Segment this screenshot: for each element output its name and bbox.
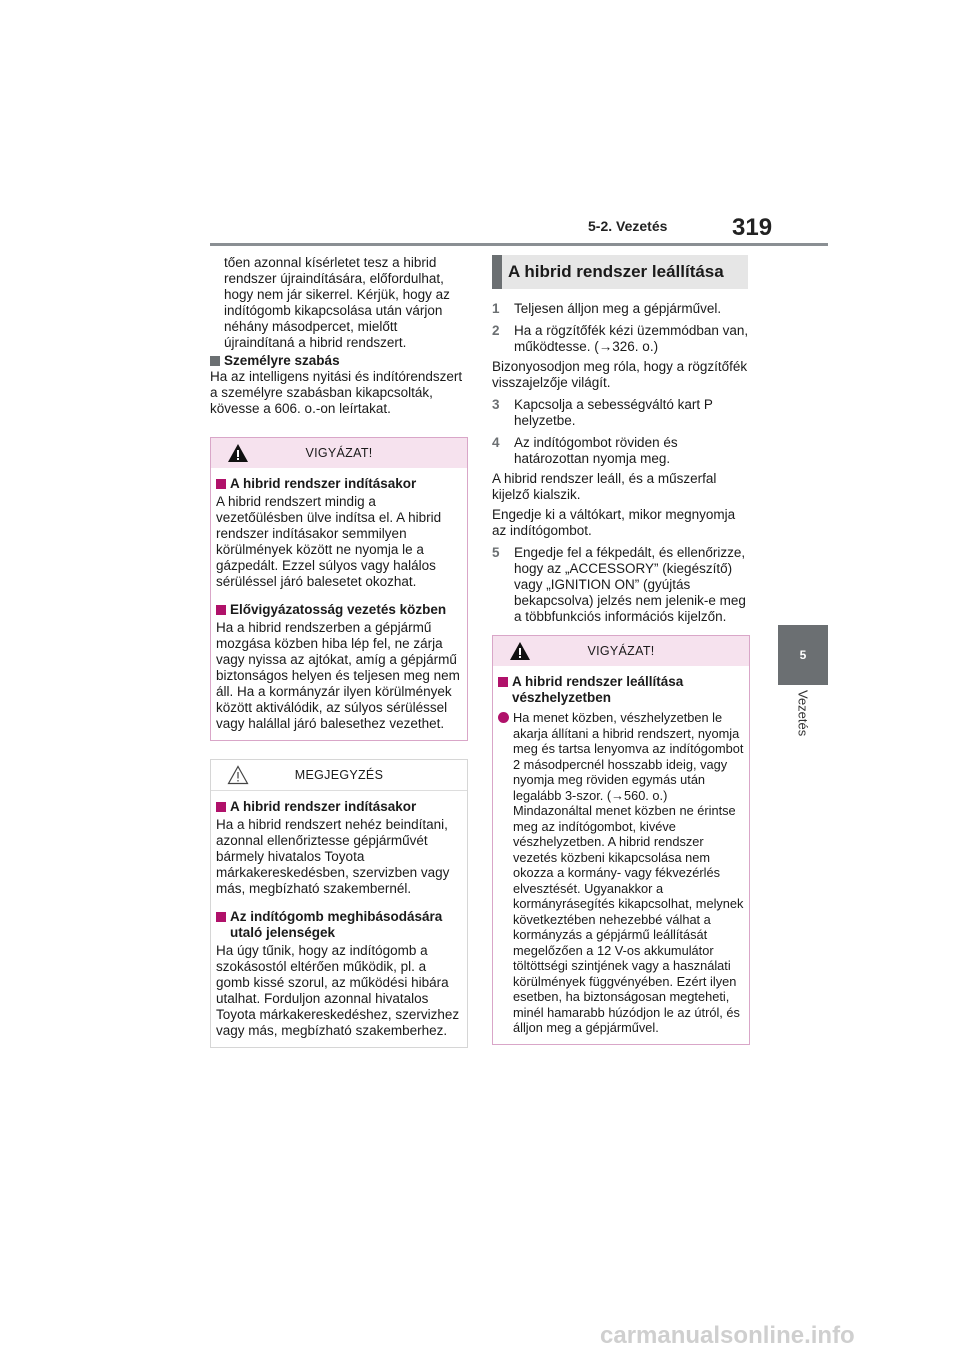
warning-box <box>210 437 468 741</box>
note-text-1: Ha a hibrid rendszert nehéz beindítani, azonnal ellenőriztesse gépjárművét bármely hivatalos Toyota márkakereskedésben, szervizben vagy más, megbízható szakembernél. <box>216 817 450 896</box>
warning-triangle-icon <box>509 641 531 661</box>
round-bullet-icon <box>498 712 509 723</box>
step-3 <box>492 397 750 429</box>
step-number: 2 <box>492 323 500 338</box>
personal-paragraph: Ha az intelligens nyitási és indítórendszert a személyre szabásban kikapcsolták, kövesse a 606. o.-on leírtakat. <box>210 369 463 416</box>
emergency-heading-text: A hibrid rendszer leállítása vészhelyzetben <box>512 674 684 705</box>
chapter-label-text: Vezetés <box>795 690 811 737</box>
warning-text-2: Ha a hibrid rendszerben a gépjármű mozgása közben hiba lép fel, ne zárja vagy nyissa az ajtókat, amíg a gépjármű biztonságos helyen és teljesen meg nem áll. Ha a kormányzár ilyen körülmények között aktiválódik, az súlyos sérüléssel vagy halállal járó balesethez vezethet. <box>216 620 460 731</box>
warning-body <box>493 666 749 1044</box>
warning-title: VIGYÁZAT! <box>587 644 655 658</box>
step-4 <box>492 435 750 467</box>
note-header <box>211 760 467 791</box>
warning-heading-1-text: A hibrid rendszer indításakor <box>230 476 417 491</box>
warning-title: VIGYÁZAT! <box>305 446 373 460</box>
step-5 <box>492 545 750 625</box>
section-title: 5-2. Vezetés <box>588 218 668 234</box>
note-title: MEGJEGYZÉS <box>294 768 384 782</box>
square-bullet-icon <box>498 677 508 687</box>
intro-paragraph: tően azonnal kísérletet tesz a hibrid rendszer újraindítására, előfordulhat, hogy nem jár sikerrel. Kérjük, hogy az indítógomb kikapcsolása után várjon néhány másodpercet, mielőtt újraindítaná a hibrid rendszert. <box>224 255 450 350</box>
chapter-label <box>778 690 828 780</box>
caution-outline-icon <box>227 765 249 785</box>
personal-heading-text: Személyre szabás <box>224 353 340 368</box>
personal-heading <box>210 353 468 369</box>
warning-header <box>211 438 467 468</box>
square-bullet-icon <box>216 479 226 489</box>
right-column <box>492 255 750 1045</box>
warning-heading-2 <box>216 602 462 618</box>
note-text-2: Ha úgy tűnik, hogy az indítógomb a szokásostól eltérően működik, pl. a gomb kissé szorul, az működési hibára utalhat. Forduljon azonnal hivatalos Toyota márkakereskedéshez, szervizhez vagy más, megbízható szakemberhez. <box>216 943 460 1038</box>
step-2 <box>492 323 750 355</box>
square-bullet-icon <box>216 802 226 812</box>
step-text: Ha a rögzítőfék kézi üzemmódban van, működtesse. (→326. o.) <box>514 323 749 354</box>
warning-heading-1 <box>216 476 462 492</box>
note-heading-2 <box>216 909 462 941</box>
note-heading-1-text: A hibrid rendszer indításakor <box>230 799 417 814</box>
step-number: 3 <box>492 397 500 412</box>
info-paragraph-2: A hibrid rendszer leáll, és a műszerfal kijelző kialszik. <box>492 471 717 502</box>
note-body <box>211 791 467 1047</box>
note-heading-1 <box>216 799 462 815</box>
step-number: 1 <box>492 301 500 316</box>
square-bullet-icon <box>216 912 226 922</box>
warning-triangle-icon <box>227 443 249 463</box>
step-number: 5 <box>492 545 500 560</box>
step-text: Teljesen álljon meg a gépjárművel. <box>514 301 722 316</box>
step-text: Kapcsolja a sebességváltó kart P helyzetbe. <box>514 397 713 428</box>
emergency-warning-box <box>492 635 750 1045</box>
square-bullet-icon <box>210 356 220 366</box>
warning-text-1: A hibrid rendszert mindig a vezetőülésben ülve indítsa el. A hibrid rendszer indításakor semmilyen körülmények között ne nyomja le a gázpedált. Ezzel súlyos vagy halálos sérüléssel járó balesetet okozhat. <box>216 494 442 589</box>
left-column <box>210 255 468 1048</box>
section-heading-text: A hibrid rendszer leállítása <box>508 262 724 281</box>
warning-header <box>493 636 749 666</box>
chapter-tab: 5 <box>778 625 828 685</box>
emergency-bullet <box>498 710 744 1036</box>
note-heading-2-text: Az indítógomb meghibásodására utaló jelenségek <box>230 909 443 940</box>
step-number: 4 <box>492 435 500 450</box>
watermark: carmanualsonline.info <box>600 1322 855 1349</box>
info-paragraph-1: Bizonyosodjon meg róla, hogy a rögzítőfék visszajelzője világít. <box>492 359 748 390</box>
emergency-bullet-text: Ha menet közben, vészhelyzetben le akarja állítani a hibrid rendszert, nyomja meg és tartsa lenyomva az indítógombot 2 másodpercnél hosszabb ideig, vagy nyomja meg röviden egymás után legalább 3-szor. (→560. o.) Mindazonáltal menet közben ne érintse meg az indítógombot, kivéve vészhelyzetben. A hibrid rendszer vezetés közbeni kikapcsolása nem okozza a kormány- vagy fékvezérlés elvesztését. Ugyanakkor a kormányrásegítés kikapcsolhat, melynek következtében nehezebbé válhat a kormányzás a gépjármű leállítását megelőzően a 12 V-os akkumulátor töltöttségi szintjének vagy a használati körülmények függvényében. Ezért ilyen esetben, ha biztonságosan megteheti, minél hamarabb húzódjon le az útról, és álljon meg a gépjárművel. <box>513 710 744 1035</box>
step-text: Engedje fel a fékpedált, és ellenőrizze, hogy az „ACCESSORY” (kiegészítő) vagy „IGNITION ON” (gyújtás bekapcsolva) jelzés nem jelenik-e meg a többfunkciós információs kijelzőn. <box>514 545 746 624</box>
step-1 <box>492 301 750 317</box>
page-number: 319 <box>732 214 773 241</box>
square-bullet-icon <box>216 605 226 615</box>
info-paragraph-3: Engedje ki a váltókart, mikor megnyomja az indítógombot. <box>492 507 736 538</box>
warning-body <box>211 468 467 740</box>
emergency-heading <box>498 674 744 706</box>
warning-heading-2-text: Elővigyázatosság vezetés közben <box>230 602 447 617</box>
note-box <box>210 759 468 1048</box>
header-divider <box>210 243 828 246</box>
step-text: Az indítógombot röviden és határozottan nyomja meg. <box>514 435 678 466</box>
section-heading <box>492 255 748 289</box>
